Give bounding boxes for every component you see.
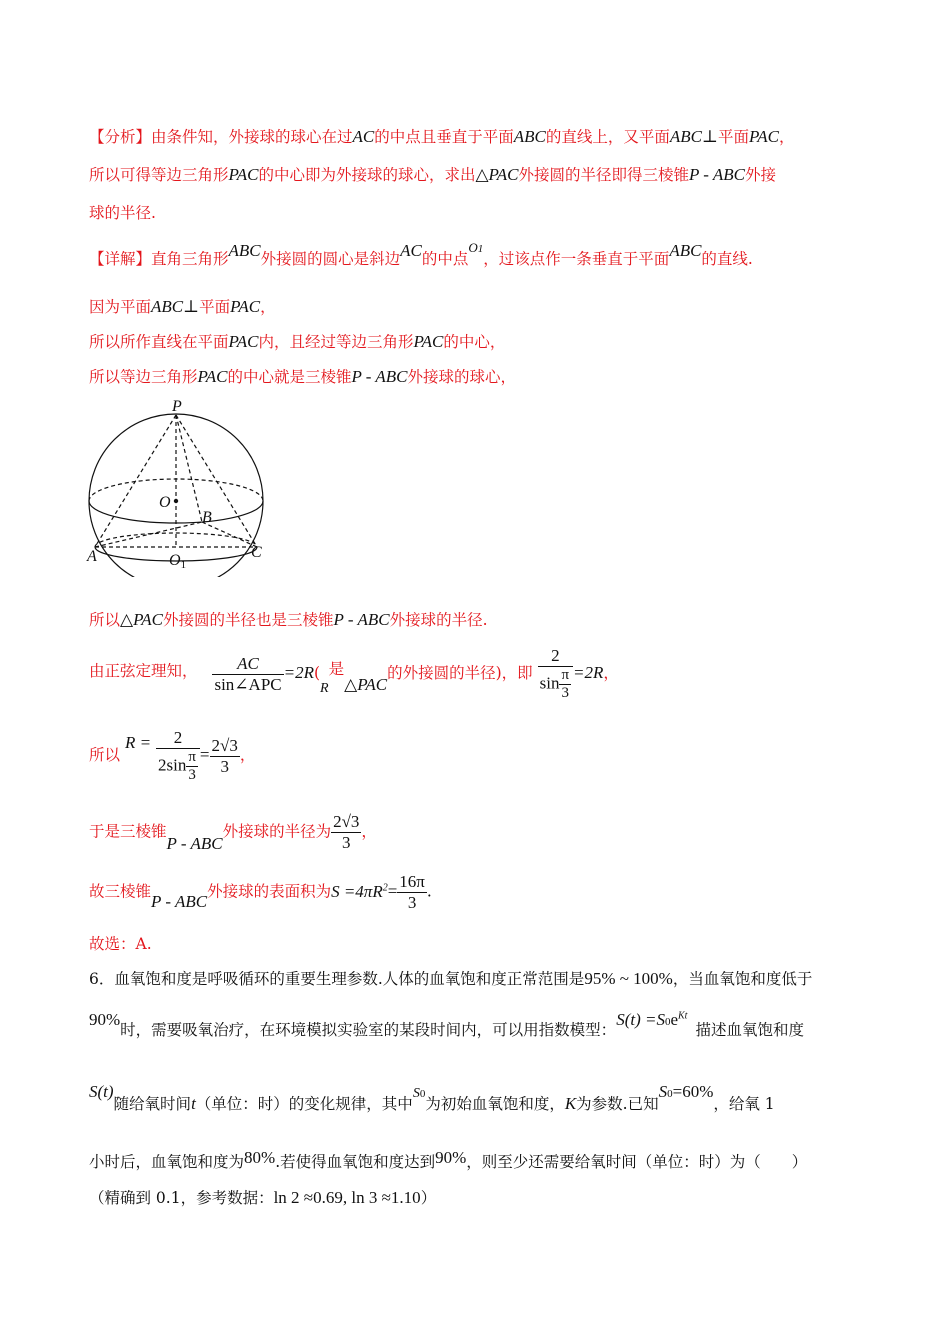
- detail-line-7: 所以 R = 2 2sin $\frac{\pi}{3}$ = $\frac{2√3}{3}$ ，: [89, 728, 256, 783]
- fraction-radius: $\frac{2√3}{3}$: [333, 812, 360, 852]
- fraction-2sqrt3-over-3: $\frac{2√3}{3}$: [211, 735, 238, 776]
- detail-line-1: 【详解】直角三角形ABC外接圆的圆心是斜边AC的中点$^{O1}$，过该点作一条垂直于平面ABC的直线.: [89, 240, 753, 268]
- detail-line-9: 故三棱锥P - ABC外接球的表面积为$S =4\pi R^2=$ $\frac{16\pi}{3}$ .: [89, 872, 432, 912]
- detail-line-2: 因为平面ABC⊥平面PAC，: [89, 297, 276, 316]
- detail-answer: 故选：A.: [89, 935, 152, 953]
- edge-PC: [176, 415, 257, 547]
- label-P: P: [172, 398, 182, 415]
- center-point-O: [174, 499, 178, 503]
- detail-line-3: 所以所作直线在平面PAC内，且经过等边三角形PAC的中心，: [89, 332, 506, 351]
- fraction-surface-area: $\frac{16\pi}{3}$: [399, 872, 425, 912]
- analysis-line-2: 所以可得等边三角形PAC的中心即为外接球的球心，求出△PAC外接圆的半径即得三棱锥P - ABC外接: [89, 165, 777, 184]
- problem-line-3: S(t)随给氧时间t（单位：时）的变化规律，其中S0为初始血氧饱和度，K为参数.已知S0=60%，给氧 1: [89, 1082, 775, 1113]
- analysis-line-3: 球的半径.: [89, 204, 156, 222]
- fraction-2-over-sin-pi3: 2 sin $\frac{\pi}{3}$: [538, 646, 573, 702]
- label-C: C: [251, 544, 262, 561]
- problem-line-5: （精确到 0.1，参考数据：ln 2 ≈0.69, ln 3 ≈1.10）: [89, 1188, 437, 1207]
- fraction-2-over-2sin: 2 2sin $\frac{\pi}{3}$: [156, 728, 200, 784]
- detail-line-4: 所以等边三角形PAC的中心就是三棱锥P - ABC外接球的球心，: [89, 367, 517, 386]
- edge-PA: [95, 415, 176, 547]
- problem-line-2: 90%时，需要吸氧治疗，在环境模拟实验室的某段时间内，可以用指数模型：$S(t) =S0e^{Kt}$描述血氧饱和度: [89, 1010, 804, 1039]
- label-O: O: [159, 494, 171, 511]
- detail-tag: 【详解】: [89, 250, 152, 268]
- problem-number: 6．: [89, 970, 115, 988]
- edge-PB: [176, 415, 202, 522]
- equator-front: [89, 501, 263, 523]
- label-A: A: [87, 548, 97, 565]
- problem-line-4: 小时后，血氧饱和度为80%.若使得血氧饱和度达到90%，则至少还需要给氧时间（单位：时）为（ ）: [89, 1148, 808, 1171]
- sphere-pyramid-figure: [84, 397, 274, 577]
- detail-line-8: 于是三棱锥P - ABC外接球的半径为 $\frac{2√3}{3}$ ，: [89, 812, 377, 853]
- analysis-tag: 【分析】: [89, 128, 152, 146]
- equator-back: [89, 479, 263, 501]
- label-B: B: [202, 509, 212, 526]
- detail-line-6: 由正弦定理知， $\frac{AC}{\text{sin∠APC}}$ =2R(R是△PAC的外接圆的半径)，即 2 sin $\frac{\pi}{3}$ =2R，: [89, 646, 619, 701]
- problem-line-1: 6．血氧饱和度是呼吸循环的重要生理参数.人体的血氧饱和度正常范围是95% ~ 100%，当血氧饱和度低于: [89, 969, 813, 988]
- edge-AB: [95, 522, 202, 547]
- label-O1: O1: [169, 552, 187, 571]
- analysis-line-1: 【分析】由条件知，外接球的球心在过AC的中点且垂直于平面ABC的直线上，又平面ABC⊥平面PAC，: [89, 127, 795, 146]
- fraction-ac-over-sin: $\frac{AC}{\text{sin∠APC}}$: [214, 653, 282, 694]
- detail-line-5: 所以△PAC外接圆的半径也是三棱锥P - ABC外接球的半径.: [89, 610, 488, 629]
